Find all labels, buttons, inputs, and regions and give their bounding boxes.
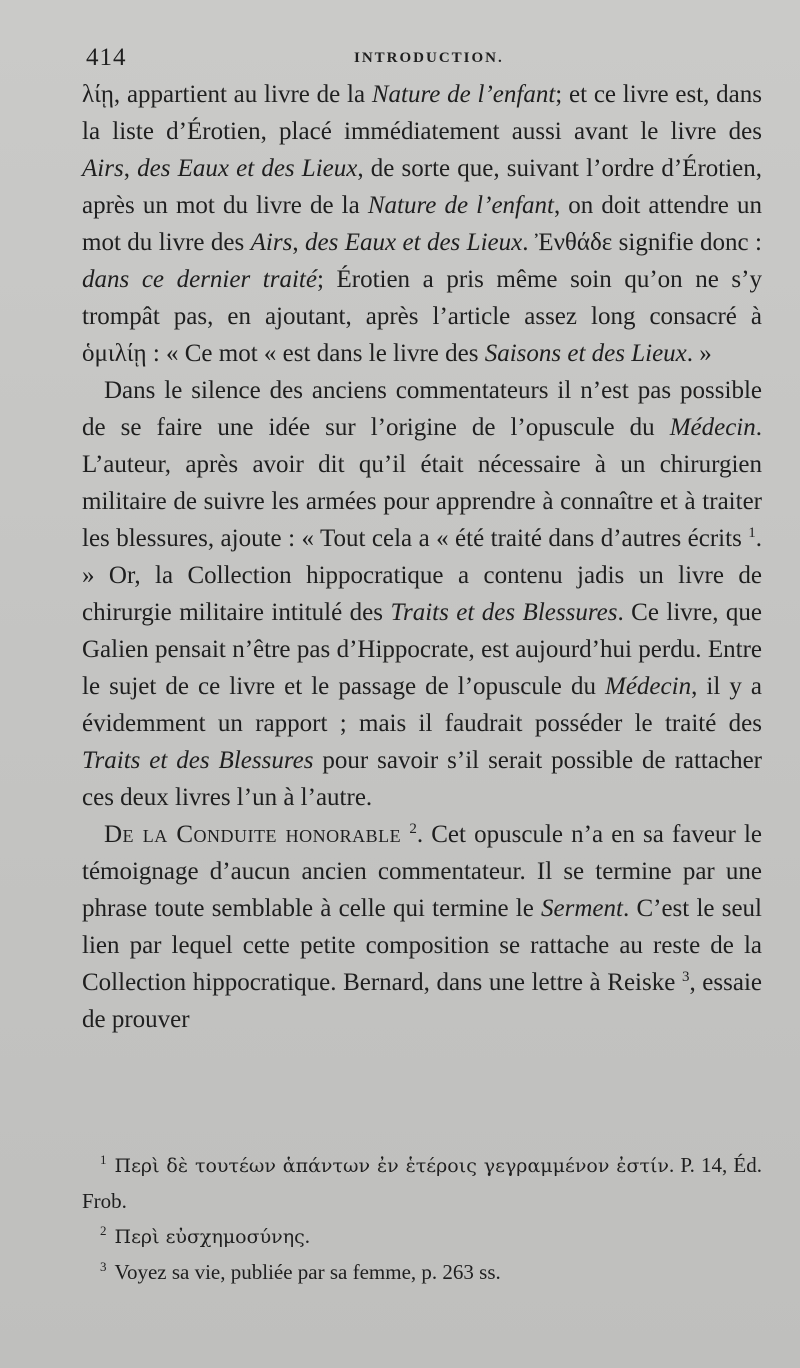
footnote-text: .	[304, 1224, 310, 1248]
section-heading: De la Conduite honorable	[104, 821, 402, 848]
text-run: . » Or, la Collection hippocratique a contenu jadis un livre de chirurgie militaire intitulé des	[82, 525, 762, 626]
text-run: , de sorte que, suivant l’ordre d’Érotien, après un mot du livre de la	[82, 155, 763, 219]
page-number: 414	[86, 44, 127, 71]
text-run: ; et ce livre est, dans la liste d’Érotien, placé immédiatement aussi avant le livre des	[82, 81, 763, 145]
paragraph	[82, 816, 762, 1038]
text-run: , on doit attendre un mot du livre des	[82, 192, 763, 256]
text-run: pour savoir s’il serait possible de rattacher ces deux livres l’un à l’autre.	[82, 747, 762, 811]
text-run: , appartient au livre de la	[113, 81, 372, 108]
italic-text: Airs	[82, 155, 124, 182]
italic-text: Nature de l’enfant	[367, 192, 554, 219]
running-head: INTRODUCTION.	[354, 50, 504, 66]
italic-text: des Eaux et des Lieux	[305, 229, 523, 256]
text-run: . Ce livre, que Galien pensait n’être pas d’Hippocrate, est aujourd’hui perdu. Entre le sujet de ce livre et le passage de l’opuscule du	[82, 599, 762, 700]
italic-text: Serment	[541, 895, 623, 922]
italic-text: Airs	[250, 229, 293, 256]
footnote	[82, 1148, 762, 1219]
footnote	[82, 1255, 762, 1290]
text-run: . L’auteur, après avoir dit qu’il était nécessaire à un chirurgien militaire de suivre les armées pour apprendre à connaître et à traiter les blessures, ajoute : « Tout cela a « été traité dans d’autres écrits	[82, 414, 762, 552]
italic-text: des Eaux et des Lieux	[137, 155, 358, 182]
text-run: . C’est le seul lien par lequel cette petite composition se rattache au reste de la Collection hippocratique. Bernard, dans une lettre à Reiske	[82, 895, 762, 996]
text-run: ὁμιλίῃ	[82, 340, 147, 367]
footnote-mark: 3	[100, 1259, 107, 1274]
italic-text: Traits et des Blessures	[390, 599, 618, 626]
footnote-greek: Περὶ δὲ τουτέων ἁπάντων ἐν ἑτέροις γεγραμμένον ἐστίν	[114, 1155, 669, 1177]
text-run: λίῃ	[82, 81, 114, 108]
text-run: signifie donc :	[612, 229, 762, 256]
italic-text: Médecin	[605, 673, 692, 700]
italic-text: Traits et des Blessures	[82, 747, 314, 774]
footnote-mark: 2	[100, 1223, 107, 1238]
italic-text: Médecin	[669, 414, 756, 441]
footnote-text: . P. 14, Éd. Frob.	[82, 1153, 762, 1213]
text-run: .	[522, 229, 535, 256]
footnote-greek: Περὶ εὐσχημοσύνης	[114, 1226, 305, 1248]
footnote-mark: 1	[100, 1152, 107, 1167]
paragraph	[82, 76, 762, 372]
paragraph	[82, 372, 762, 816]
text-run: ,	[292, 229, 305, 256]
text-run: . »	[686, 340, 712, 367]
text-run: ,	[123, 155, 138, 182]
text-run: Ἐνθάδε	[534, 229, 613, 256]
footnotes	[82, 1148, 762, 1290]
page-header	[86, 44, 764, 74]
text-run: : « Ce mot « est dans le livre des	[146, 340, 485, 367]
italic-text: Nature de l’enfant	[371, 81, 556, 108]
text-run: ; Érotien a pris même soin qu’on ne s’y trompât pas, en ajoutant, après l’article assez long consacré à	[82, 266, 762, 330]
body-text	[82, 76, 762, 1038]
text-run: , il y a évidemment un rapport ; mais il faudrait posséder le traité des	[82, 673, 762, 737]
footnote-ref: 2	[409, 821, 417, 837]
text-run: Dans le silence des anciens commentateurs il n’est pas possible de se faire une idée sur l’origine de l’opuscule du	[82, 377, 762, 441]
footnote	[82, 1219, 762, 1255]
italic-text: Saisons et des Lieux	[484, 340, 687, 367]
italic-text: dans ce dernier traité	[82, 266, 317, 293]
footnote-text: Voyez sa vie, publiée par sa femme, p. 263 ss.	[114, 1260, 501, 1284]
footnote-ref: 1	[748, 525, 756, 541]
footnote-ref: 3	[681, 969, 690, 985]
text-run: , essaie de prouver	[82, 969, 762, 1033]
text-run: . Cet opuscule n’a en sa faveur le témoignage d’aucun ancien commentateur. Il se termine par une phrase toute semblable à celle qui termine le	[82, 821, 763, 922]
